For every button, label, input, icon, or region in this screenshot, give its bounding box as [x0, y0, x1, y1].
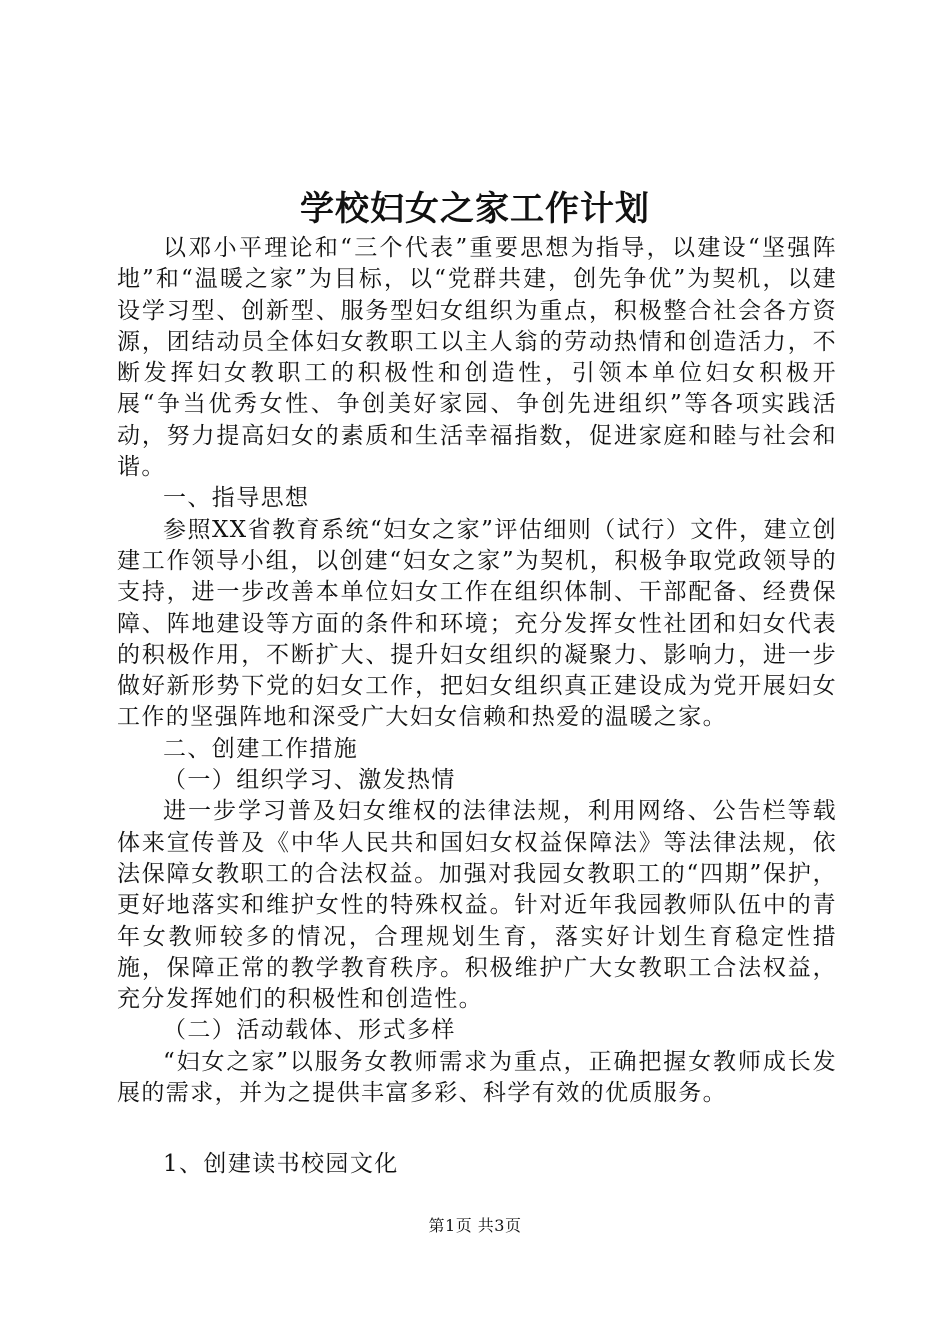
page-footer: 第1页 共3页 [428, 1216, 522, 1235]
study-paragraph: 进一步学习普及妇女维权的法律法规，利用网络、公告栏等载体来宣传普及《中华人民共和国妇女权益保障法》等法律法规，依法保障女教职工的合法权益。加强对我园女教职工的“四期”保护，更好地落实和维护女性的特殊权益。针对近年我园教师队伍中的青年女教师较多的情况，合理规划生育，落实好计划生育稳定性措施，保障正常的教学教育秩序。积极维护广大女教职工合法权益，充分发挥她们的积极性和创造性。 [117, 798, 837, 1013]
paragraph-spacer [117, 1109, 837, 1149]
section-heading-measures: 二、创建工作措施 [163, 735, 359, 762]
guiding-ideology-paragraph: 参照XX省教育系统“妇女之家”评估细则（试行）文件，建立创建工作领导小组，以创建“妇女之家”为契机，积极争取党政领导的支持，进一步改善本单位妇女工作在组织体制、干部配备、经费保障、阵地建设等方面的条件和环境；充分发挥女性社团和妇女代表的积极作用，不断扩大、提升妇女组织的凝聚力、影响力，进一步做好新形势下党的妇女工作，把妇女组织真正建设成为党开展妇女工作的坚强阵地和深受广大妇女信赖和热爱的温暖之家。 [117, 516, 837, 731]
subsection-heading-study: （一）组织学习、激发热情 [163, 767, 456, 794]
section-heading-guiding-ideology: 一、指导思想 [163, 485, 310, 512]
item-heading-reading-culture: 1、创建读书校园文化 [163, 1151, 399, 1178]
document-body [117, 233, 837, 1181]
document-title: 学校妇女之家工作计划 [300, 189, 650, 229]
intro-paragraph: 以邓小平理论和“三个代表”重要思想为指导，以建设“坚强阵地”和“温暖之家”为目标，以“党群共建，创先争优”为契机，以建设学习型、创新型、服务型妇女组织为重点，积极整合社会各方资源，团结动员全体妇女教职工以主人翁的劳动热情和创造活力，不断发挥妇女教职工的积极性和创造性，引领本单位妇女积极开展“争当优秀女性、争创美好家园、争创先进组织”等各项实践活动，努力提高妇女的素质和生活幸福指数，促进家庭和睦与社会和谐。 [117, 235, 837, 481]
subsection-heading-activities: （二）活动载体、形式多样 [163, 1017, 456, 1044]
activities-paragraph: “妇女之家”以服务女教师需求为重点，正确把握女教师成长发展的需求，并为之提供丰富多彩、科学有效的优质服务。 [117, 1048, 837, 1107]
